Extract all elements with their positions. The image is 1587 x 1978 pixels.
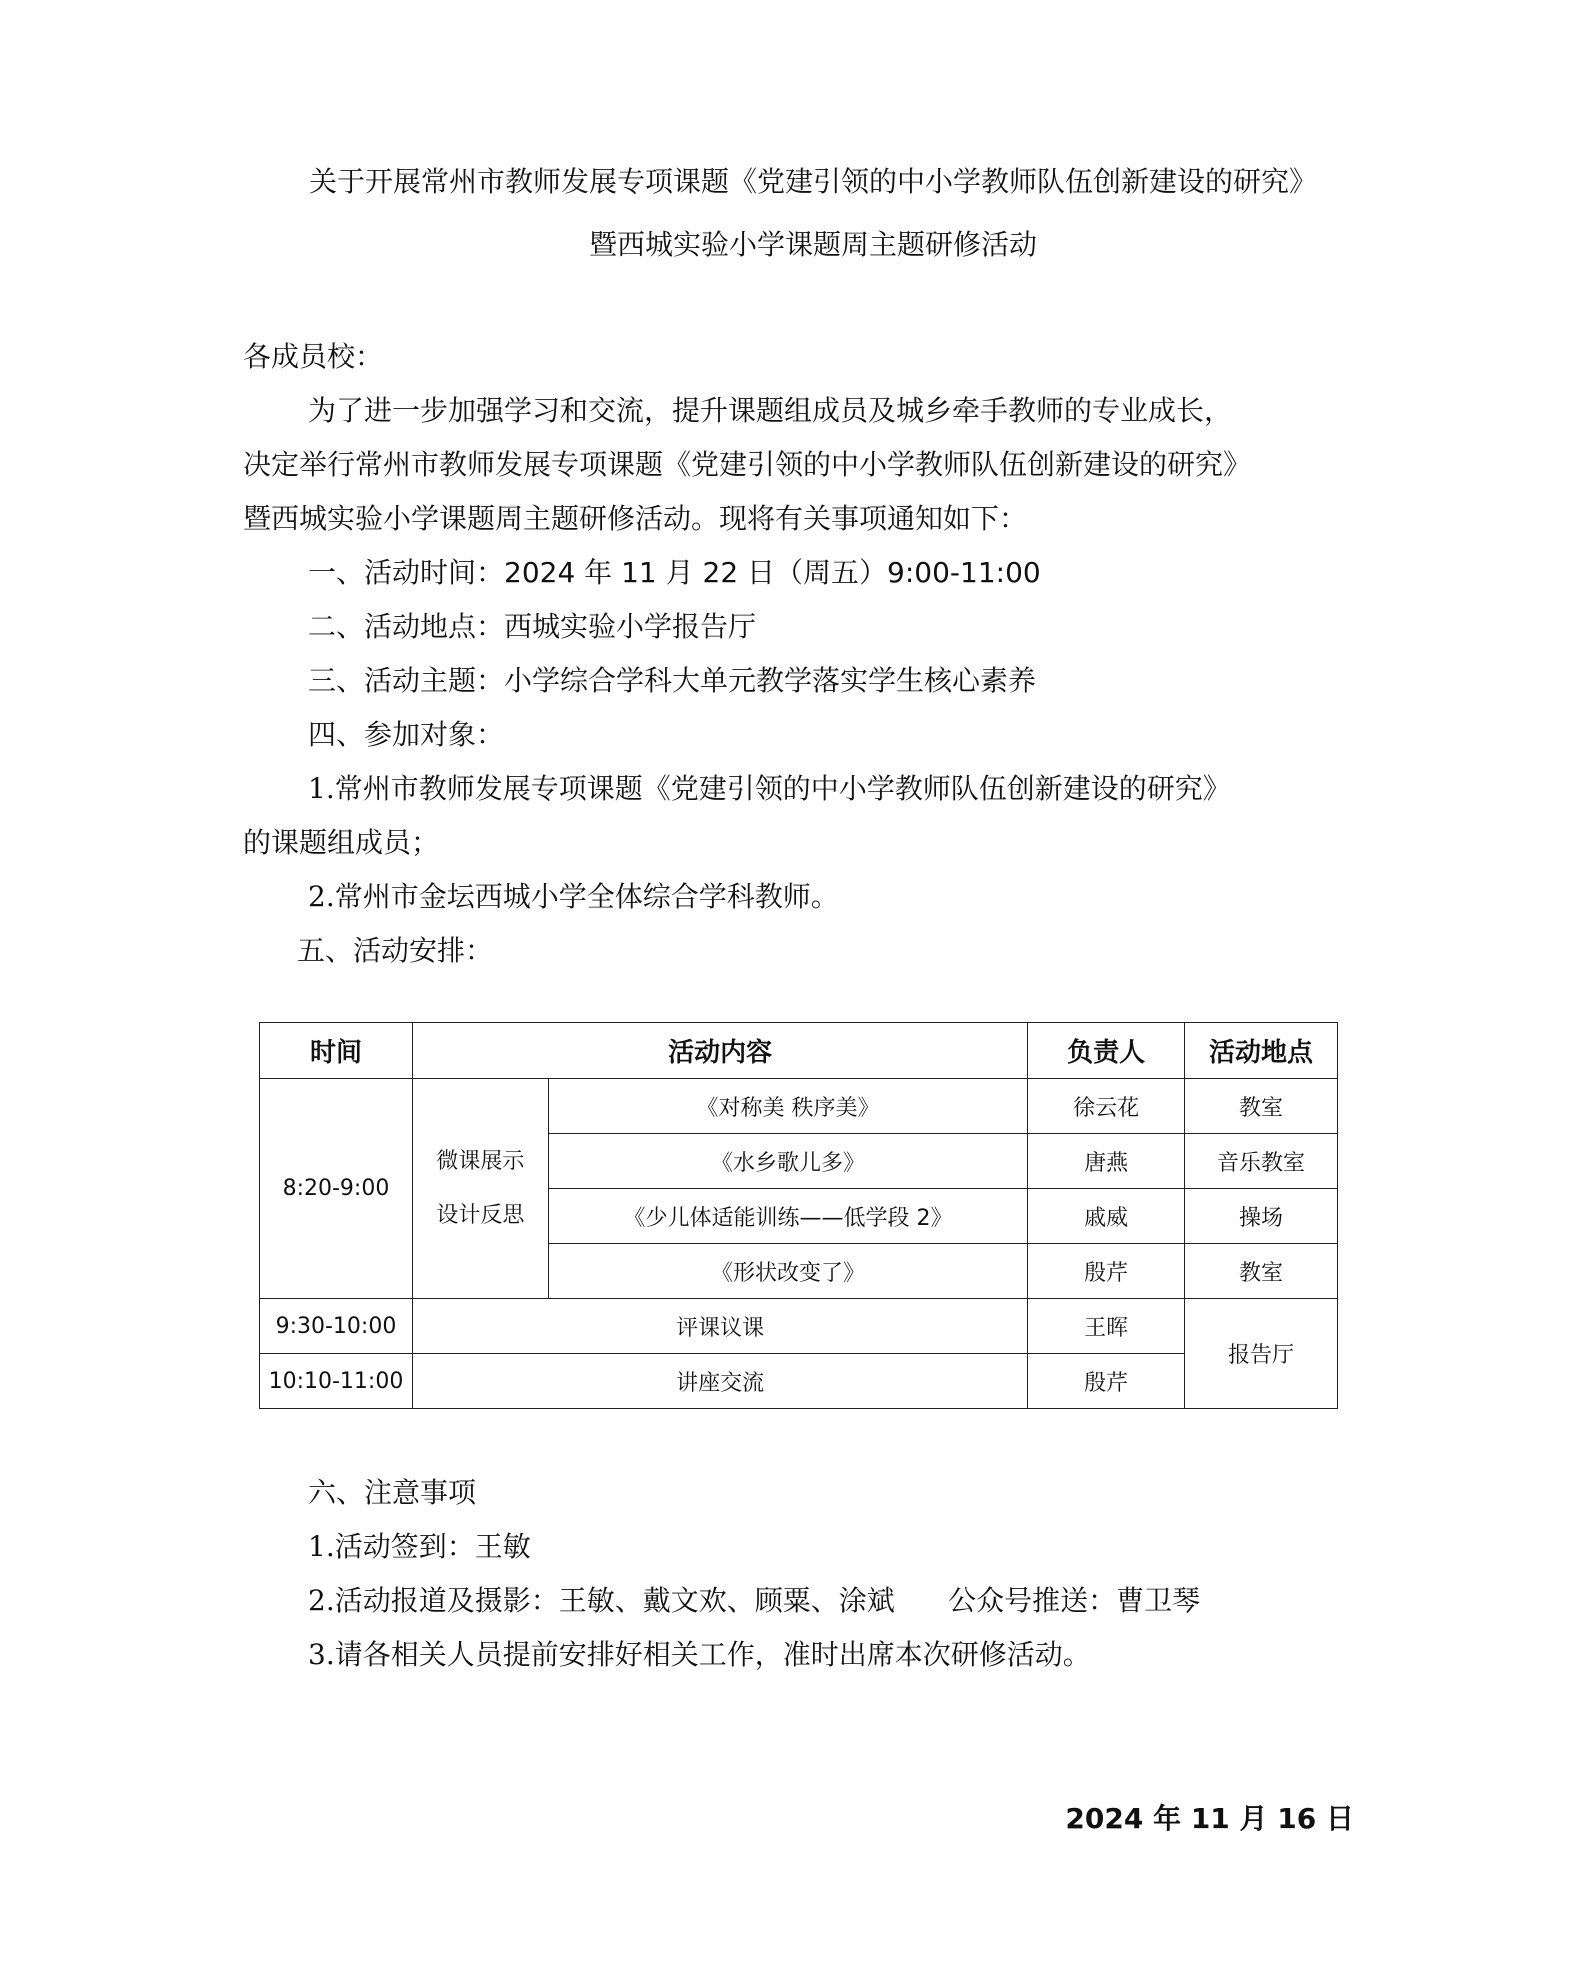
section-theme-label: 三、活动主题： bbox=[308, 664, 505, 697]
schedule-table bbox=[259, 1022, 1338, 1409]
participants-item1-line2: 的课题组成员； bbox=[243, 826, 440, 859]
section-time-value: 2024 年 11 月 22 日（周五）9:00-11:00 bbox=[504, 556, 1041, 589]
header-content: 活动内容 bbox=[412, 1023, 1027, 1079]
block1-time: 8:20-9:00 bbox=[260, 1079, 413, 1299]
section-place bbox=[308, 610, 757, 643]
row-content: 《少儿体适能训练——低学段 2》 bbox=[548, 1189, 1028, 1244]
section-place-label: 二、活动地点： bbox=[308, 610, 505, 643]
section-participants-label: 四、参加对象： bbox=[308, 718, 505, 751]
section-place-value: 西城实验小学报告厅 bbox=[504, 610, 757, 643]
doc-title-line2: 暨西城实验小学课题周主题研修活动 bbox=[588, 228, 1037, 261]
notes-item1: 1.活动签到：王敏 bbox=[308, 1530, 531, 1563]
row-content: 讲座交流 bbox=[412, 1354, 1027, 1409]
block1-category bbox=[412, 1079, 548, 1299]
row-content: 《形状改变了》 bbox=[548, 1244, 1028, 1299]
notes-item3: 3.请各相关人员提前安排好相关工作，准时出席本次研修活动。 bbox=[308, 1638, 1091, 1671]
section-theme bbox=[308, 664, 1037, 697]
doc-title-line1: 关于开展常州市教师发展专项课题《党建引领的中小学教师队伍创新建设的研究》 bbox=[308, 165, 1317, 198]
block1-category-line2: 设计反思 bbox=[436, 1202, 525, 1228]
participants-item1-line1: 1.常州市教师发展专项课题《党建引领的中小学教师队伍创新建设的研究》 bbox=[308, 772, 1231, 805]
table-header-row bbox=[260, 1023, 1338, 1079]
row-content: 《水乡歌儿多》 bbox=[548, 1134, 1028, 1189]
row-owner: 殷芹 bbox=[1028, 1354, 1185, 1409]
header-location: 活动地点 bbox=[1185, 1023, 1338, 1079]
section-time bbox=[308, 556, 1041, 589]
notes-item2: 2.活动报道及摄影：王敏、戴文欢、顾粟、涂斌 公众号推送：曹卫琴 bbox=[308, 1584, 1201, 1617]
table-row bbox=[260, 1299, 1338, 1354]
row-owner: 戚威 bbox=[1028, 1189, 1185, 1244]
row-time: 9:30-10:00 bbox=[260, 1299, 413, 1354]
section-theme-value: 小学综合学科大单元教学落实学生核心素养 bbox=[504, 664, 1037, 697]
intro-line1: 为了进一步加强学习和交流，提升课题组成员及城乡牵手教师的专业成长， bbox=[308, 394, 1233, 427]
section-notes-label: 六、注意事项 bbox=[308, 1476, 477, 1509]
row-owner: 王晖 bbox=[1028, 1299, 1185, 1354]
participants-item2: 2.常州市金坛西城小学全体综合学科教师。 bbox=[308, 880, 839, 913]
intro-line2: 决定举行常州市教师发展专项课题《党建引领的中小学教师队伍创新建设的研究》 bbox=[243, 448, 1252, 481]
table-row bbox=[260, 1354, 1338, 1409]
row-time: 10:10-11:00 bbox=[260, 1354, 413, 1409]
table-row bbox=[260, 1079, 1338, 1134]
intro-line3: 暨西城实验小学课题周主题研修活动。现将有关事项通知如下： bbox=[243, 502, 1028, 535]
salutation: 各成员校： bbox=[243, 340, 384, 373]
row-content: 评课议课 bbox=[412, 1299, 1027, 1354]
row-content: 《对称美 秩序美》 bbox=[548, 1079, 1028, 1134]
block1-category-line1: 微课展示 bbox=[436, 1148, 525, 1174]
header-time: 时间 bbox=[260, 1023, 413, 1079]
header-owner: 负责人 bbox=[1028, 1023, 1185, 1079]
row-location: 教室 bbox=[1185, 1244, 1338, 1299]
section-schedule-label: 五、活动安排： bbox=[297, 934, 494, 967]
issue-date: 2024 年 11 月 16 日 bbox=[1065, 1802, 1354, 1835]
row-owner: 唐燕 bbox=[1028, 1134, 1185, 1189]
row-location: 教室 bbox=[1185, 1079, 1338, 1134]
row-owner: 殷芹 bbox=[1028, 1244, 1185, 1299]
row-location: 操场 bbox=[1185, 1189, 1338, 1244]
row-owner: 徐云花 bbox=[1028, 1079, 1185, 1134]
section-time-label: 一、活动时间： bbox=[308, 556, 505, 589]
block2-location: 报告厅 bbox=[1185, 1299, 1338, 1409]
row-location: 音乐教室 bbox=[1185, 1134, 1338, 1189]
